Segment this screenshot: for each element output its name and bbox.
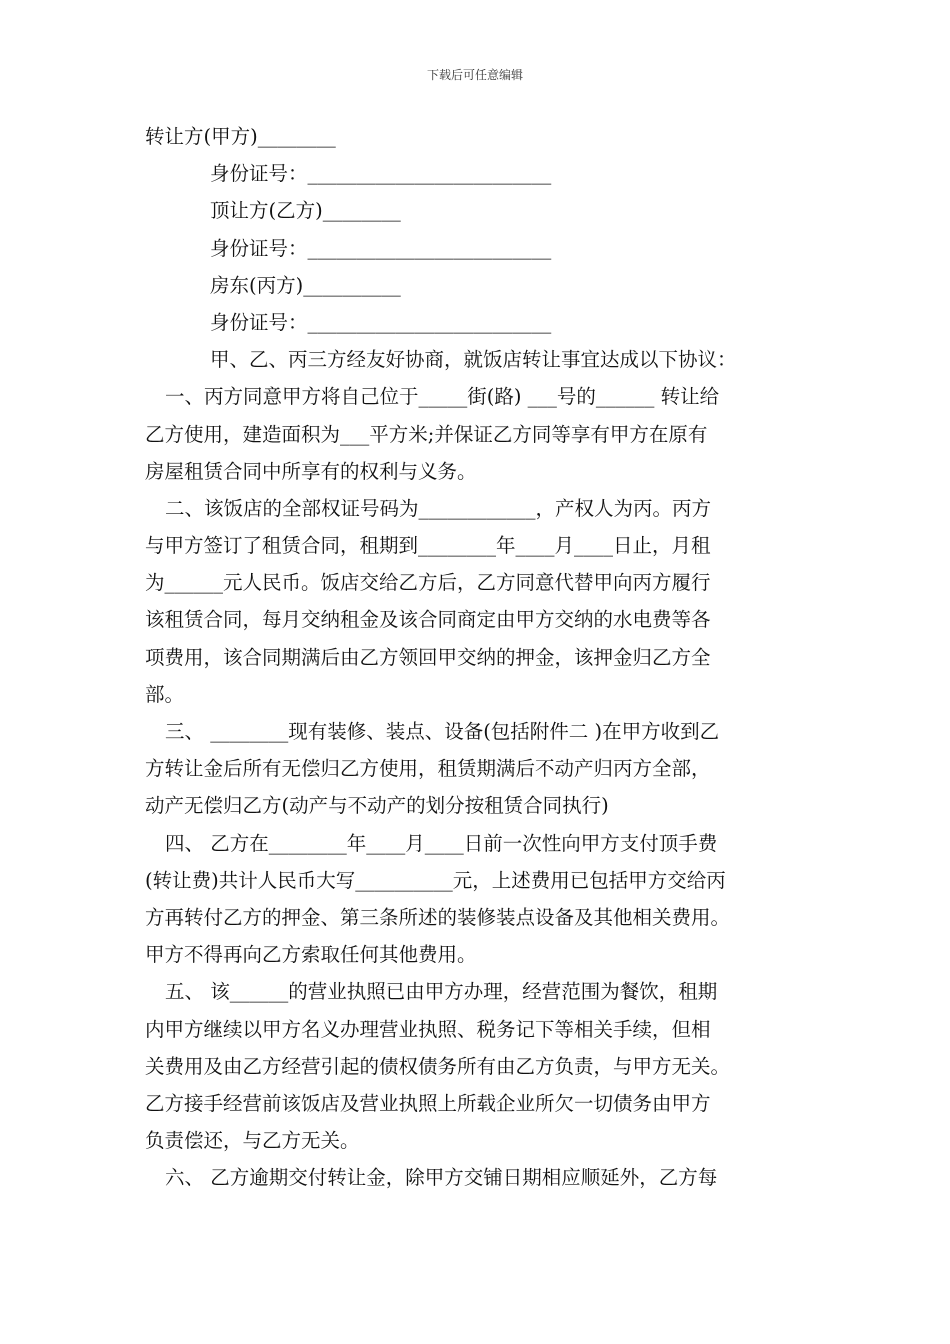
document-line: 方转让金后所有无偿归乙方使用，租赁期满后不动产归丙方全部，: [145, 757, 711, 781]
document-line: 为______元人民币。饭店交给乙方后，乙方同意代替甲向丙方履行: [145, 571, 711, 595]
document-line: 身份证号：_________________________: [210, 162, 552, 186]
document-line: 五、 该______的营业执照已由甲方办理，经营范围为餐饮，租期: [165, 980, 718, 1004]
document-line: 甲方不得再向乙方索取任何其他费用。: [145, 943, 477, 967]
document-line: 顶让方(乙方)________: [210, 199, 401, 223]
document-line: 二、该饭店的全部权证号码为____________，产权人为丙。丙方: [165, 496, 712, 520]
document-line: 房东(丙方)__________: [210, 273, 401, 297]
document-line: 负责偿还，与乙方无关。: [145, 1129, 360, 1153]
document-line: 身份证号：_________________________: [210, 310, 552, 334]
document-line: 该租赁合同，每月交纳租金及该合同商定由甲方交纳的水电费等各: [145, 608, 711, 632]
document-line: 六、 乙方逾期交付转让金，除甲方交铺日期相应顺延外，乙方每: [165, 1166, 718, 1190]
document-line: 转让方(甲方)________: [145, 125, 336, 148]
document-line: 三、 ________现有装修、装点、设备(包括附件二 )在甲方收到乙: [165, 720, 720, 743]
document-line: 方再转付乙方的押金、第三条所述的装修装点设备及其他相关费用。: [145, 905, 731, 929]
document-line: 项费用，该合同期满后由乙方领回甲交纳的押金，该押金归乙方全: [145, 645, 711, 669]
document-line: 动产无偿归乙方(动产与不动产的划分按租赁合同执行): [145, 794, 609, 818]
document-line: 乙方使用，建造面积为___平方米;并保证乙方同等享有甲方在原有: [145, 422, 708, 446]
document-line: 房屋租赁合同中所享有的权利与义务。: [145, 459, 477, 483]
page-header: 下载后可任意编辑: [426, 68, 523, 82]
document-line: 与甲方签订了租赁合同，租期到________年____月____日止，月租: [145, 534, 711, 558]
document-line: (转让费)共计人民币大写__________元，上述费用已包括甲方交给丙: [145, 868, 726, 892]
document-line: 乙方接手经营前该饭店及营业执照上所载企业所欠一切债务由甲方: [145, 1091, 711, 1115]
document-line: 关费用及由乙方经营引起的债权债务所有由乙方负责，与甲方无关。: [145, 1054, 731, 1078]
document-line: 四、 乙方在________年____月____日前一次性向甲方支付顶手费: [165, 831, 718, 855]
document-line: 部。: [145, 682, 185, 706]
document-line: 一、丙方同意甲方将自己位于_____街(路) ___号的______ 转让给: [165, 385, 720, 409]
document-body: [145, 118, 815, 1196]
document-line: 身份证号：_________________________: [210, 236, 552, 260]
document-line: 甲、乙、丙三方经友好协商，就饭店转让事宜达成以下协议：: [210, 348, 737, 372]
document-line: 内甲方继续以甲方名义办理营业执照、税务记下等相关手续，但相: [145, 1017, 711, 1041]
